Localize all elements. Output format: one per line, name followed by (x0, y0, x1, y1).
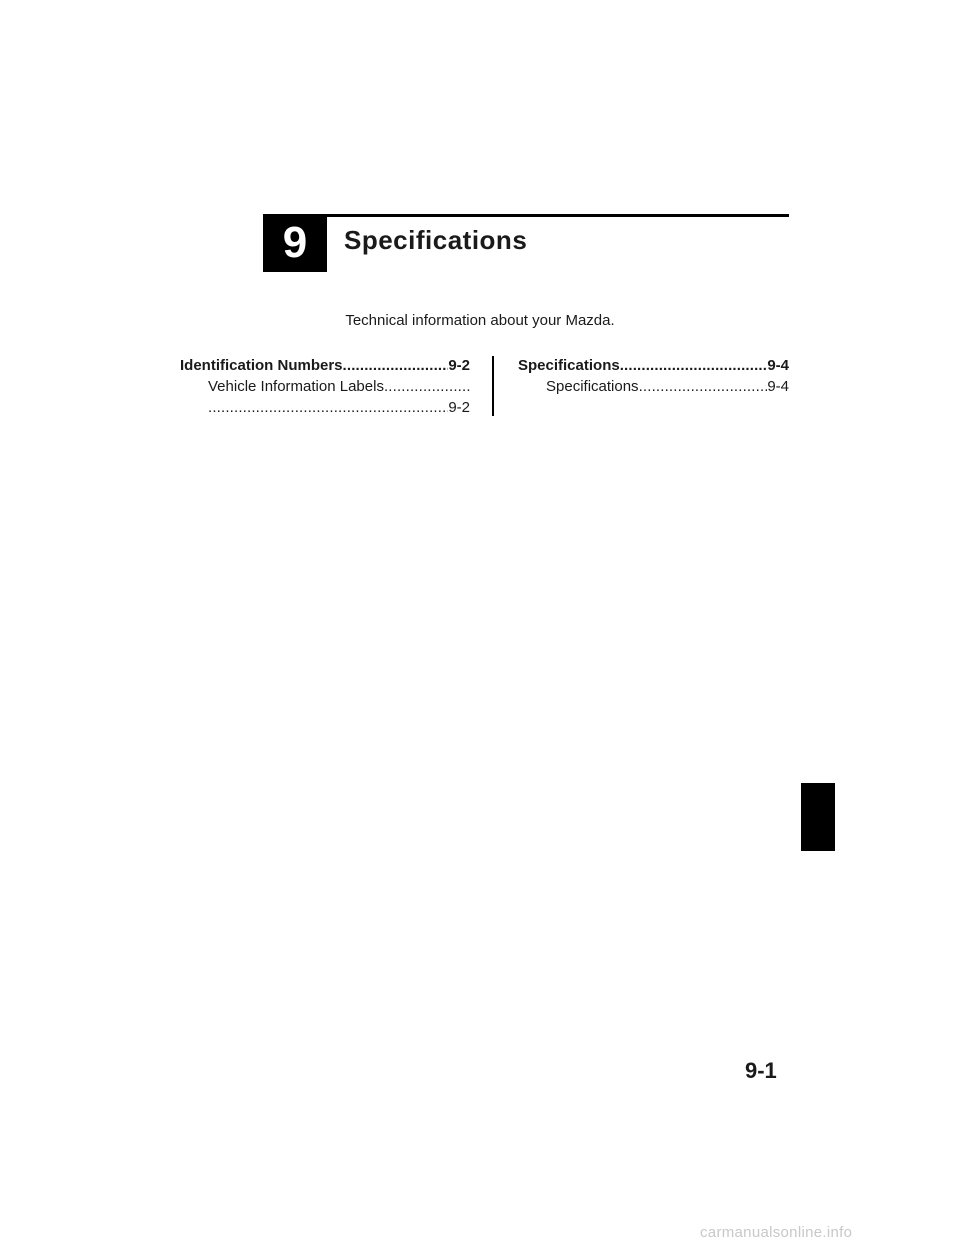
toc-entry-page: 9-4 (767, 378, 789, 395)
page-number: 9-1 (745, 1058, 777, 1083)
chapter-number: 9 (282, 218, 308, 267)
watermark: carmanualsonline.info (700, 1224, 853, 1241)
toc-entry-page: 9-2 (448, 399, 470, 416)
toc-entry-label: Identification Numbers (180, 357, 343, 374)
chapter-number-box (263, 214, 327, 272)
toc-entry-identification-numbers[interactable] (180, 355, 470, 376)
toc-right-column (518, 355, 789, 397)
toc-entry-vehicle-information-labels[interactable] (180, 376, 470, 397)
toc-entry-vehicle-information-labels-page[interactable] (180, 397, 470, 418)
chapter-title: Specifications (344, 225, 528, 255)
toc-entry-label: Specifications (518, 357, 620, 374)
toc-leader (620, 355, 768, 376)
toc-entry-page: 9-2 (448, 357, 470, 374)
toc-entry-page: 9-4 (767, 357, 789, 374)
toc-leader (639, 376, 768, 397)
toc-entry-specifications-sub[interactable] (518, 376, 789, 397)
toc-leader (384, 376, 470, 397)
toc-leader (343, 355, 449, 376)
toc-left-column (180, 355, 470, 418)
title-rule (327, 214, 789, 217)
chapter-intro: Technical information about your Mazda. (345, 312, 615, 329)
toc-leader (208, 397, 448, 418)
toc-entry-label: Specifications (546, 378, 639, 395)
column-divider (492, 356, 494, 416)
toc-entry-specifications[interactable] (518, 355, 789, 376)
chapter-side-tab (801, 783, 835, 851)
toc-entry-label: Vehicle Information Labels (208, 378, 384, 395)
